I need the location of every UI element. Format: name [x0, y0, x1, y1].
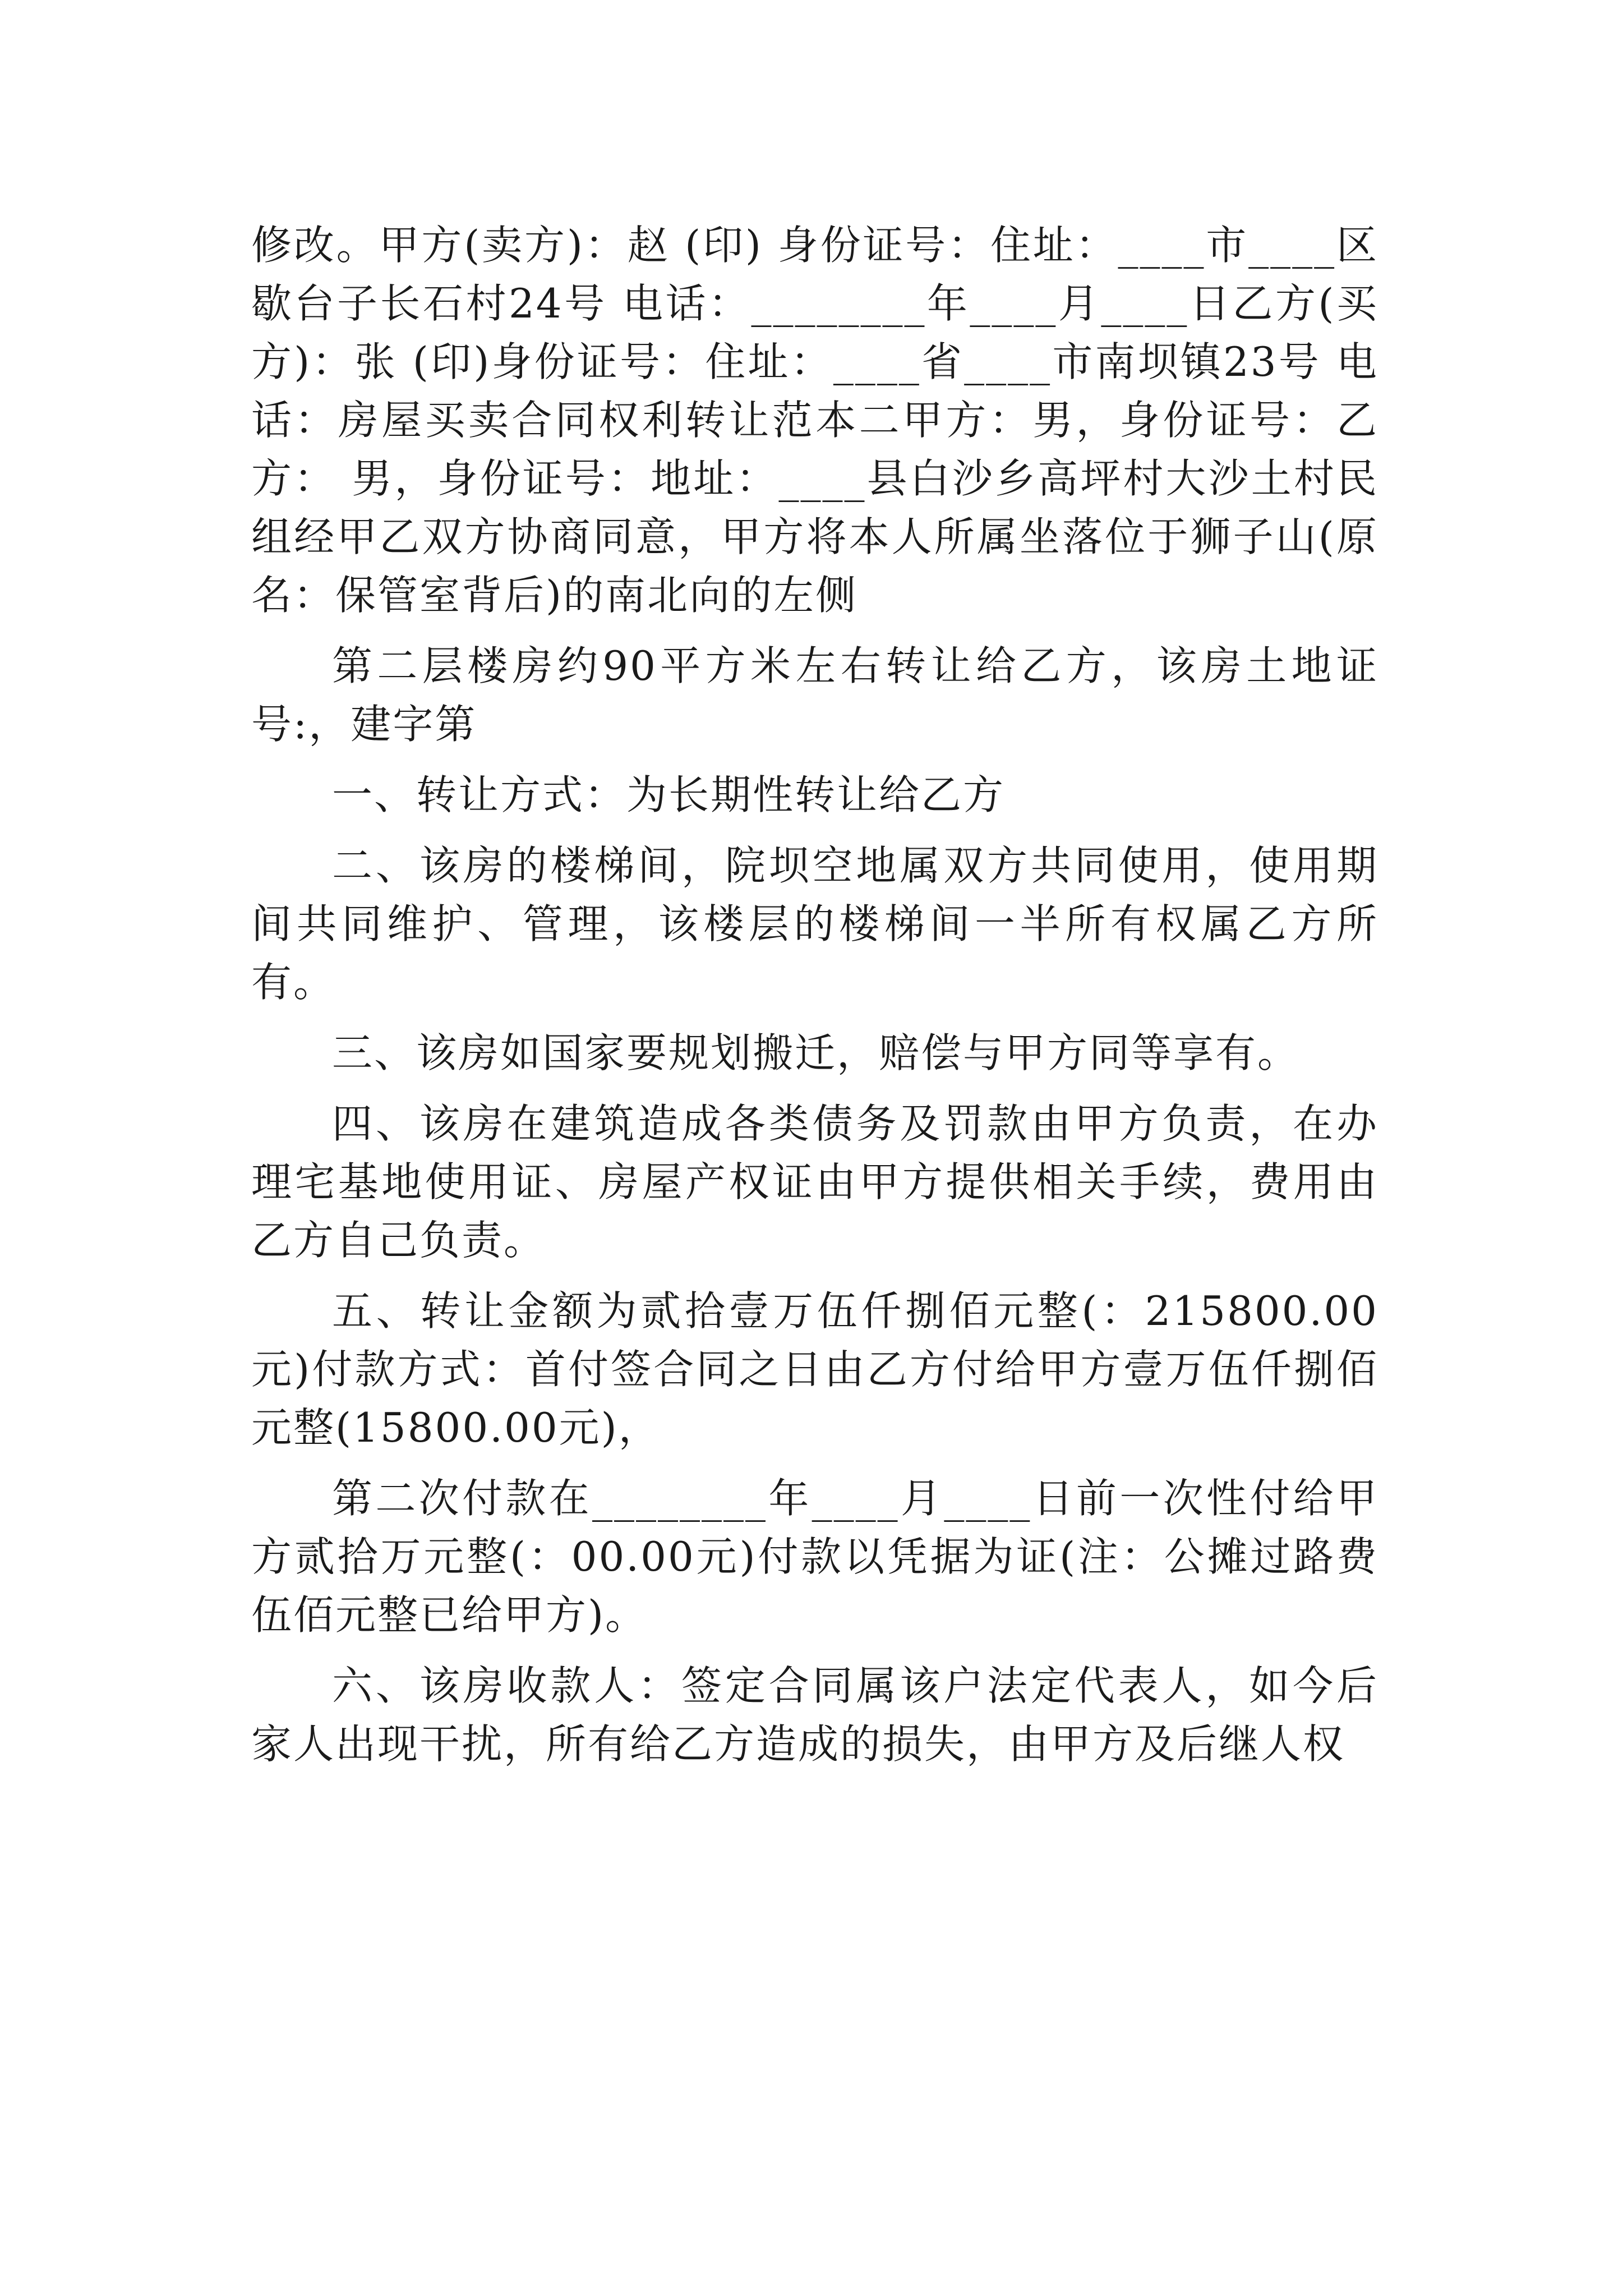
- clause-5-amount: 五、转让金额为贰拾壹万伍仟捌佰元整(：215800.00元)付款方式：首付签合同之日由乙方付给甲方壹万伍仟捌佰元整(15800.00元)，: [251, 1287, 1378, 1451]
- paragraph-second-floor: 第二层楼房约90平方米左右转让给乙方，该房土地证号:，建字第: [251, 642, 1378, 748]
- clause-3-relocation: 三、该房如国家要规划搬迁，赔偿与甲方同等享有。: [332, 1029, 1300, 1076]
- clause-1-transfer-method: 一、转让方式：为长期性转让给乙方: [332, 771, 1006, 818]
- clause-4-debts: 四、该房在建筑造成各类债务及罚款由甲方负责，在办理宅基地使用证、房屋产权证由甲方提供相关手续，费用由乙方自己负责。: [251, 1100, 1378, 1264]
- paragraph-second-payment: 第二次付款在________年____月____日前一次性付给甲方贰拾万元整(：00.00元)付款以凭据为证(注：公摊过路费伍佰元整已给甲方)。: [251, 1475, 1378, 1639]
- clause-2-shared-use: 二、该房的楼梯间，院坝空地属双方共同使用，使用期间共同维护、管理，该楼层的楼梯间一半所有权属乙方所有。: [251, 842, 1378, 1006]
- clause-6-payee: 六、该房收款人：签定合同属该户法定代表人，如今后家人出现干扰，所有给乙方造成的损失，由甲方及后继人权: [251, 1662, 1378, 1768]
- paragraph-parties: 修改。甲方(卖方)：赵 (印) 身份证号：住址：____市____区歇台子长石村24号 电话：________年____月____日乙方(买方)：张 (印)身份证号：住址：____省____市南坝镇23号 电话：房屋买卖合同权利转让范本二甲方：男，身份证号：乙方： 男，身份证号：地址：____县白沙乡高坪村大沙土村民组经甲乙双方协商同意，甲方将本人所属坐落位于狮子山(原名：保管室背后)的南北向的左侧: [251, 222, 1378, 619]
- document-body: [251, 216, 1378, 1786]
